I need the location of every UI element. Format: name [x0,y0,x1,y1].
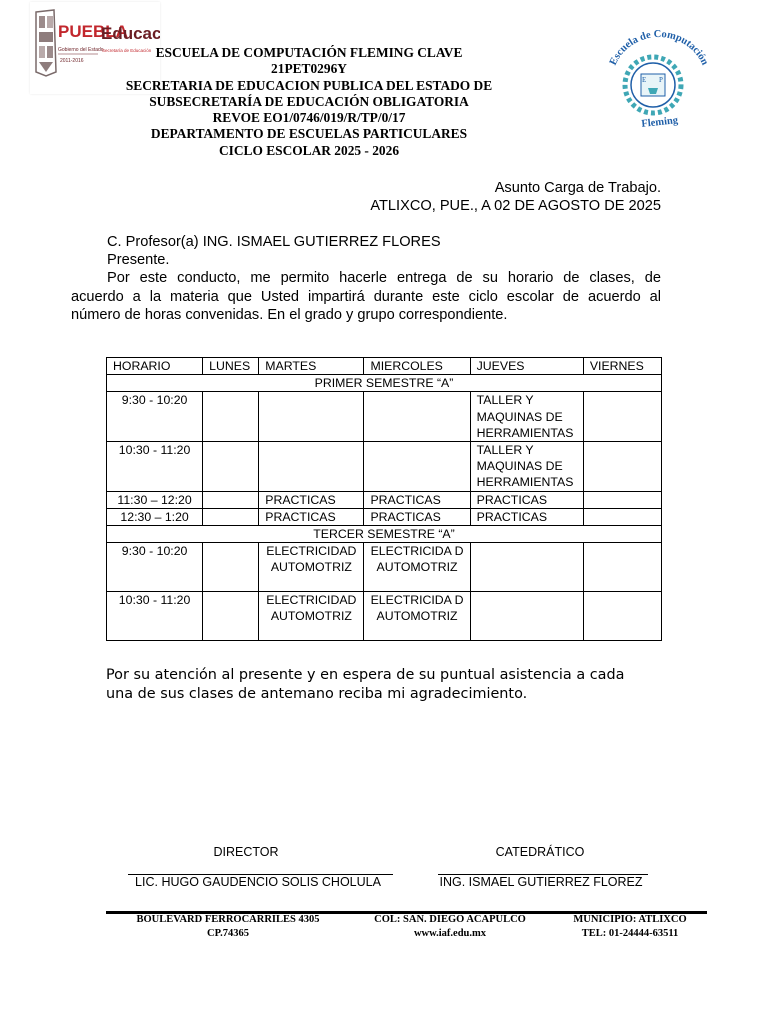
time-cell: 10:30 - 11:20 [107,592,203,641]
table-cell [583,491,661,508]
table-cell [470,543,583,592]
logo-bottom-text: Fleming [640,115,679,130]
catedratico-title: CATEDRÁTICO [495,845,585,859]
closing-paragraph [106,666,666,703]
fleming-logo-graphic [604,30,714,130]
logo-letter-p: P [659,76,663,84]
header-line: CICLO ESCOLAR 2025 - 2026 [218,142,400,158]
time-cell: 11:30 – 12:20 [107,491,203,508]
table-row [107,543,662,592]
section-row [107,526,662,543]
table-cell: PRACTICAS [364,508,470,525]
table-cell: TALLER Y MAQUINAS DE HERRAMIENTAS [470,392,583,442]
table-cell: ELECTRICIDAD AUTOMOTRIZ [259,543,364,592]
table-cell [259,392,364,442]
table-cell [203,592,259,641]
schedule-table [106,357,662,641]
footer-postal-code: CP.74365 [207,928,249,939]
time-cell: 10:30 - 11:20 [107,442,203,492]
table-cell: TALLER Y MAQUINAS DE HERRAMIENTAS [470,442,583,492]
table-cell [470,592,583,641]
table-cell [203,491,259,508]
table-cell: ELECTRICIDA D AUTOMOTRIZ [364,543,470,592]
document-header [100,45,518,159]
logo-years-text: 2011-2016 [60,58,84,64]
column-header: MIERCOLES [364,358,470,375]
time-cell: 9:30 - 10:20 [107,543,203,592]
closing-line: Por su atención al presente y en espera de su puntual asistencia a cada [106,667,625,683]
footer-colonia-line: COL: SAN. DIEGO ACAPULCO [374,914,526,925]
presente-line: Presente. [107,252,170,269]
table-cell [259,442,364,492]
logo-arc-text: Escuela de Computación [607,30,711,68]
footer-municipio [555,913,705,941]
closing-line: una de sus clases de antemano reciba mi agradecimiento. [106,685,528,702]
column-header: VIERNES [583,358,661,375]
section-title: TERCER SEMESTRE “A” [107,526,662,543]
section-row [107,375,662,392]
subject-block [370,179,661,215]
header-line: SECRETARIA DE EDUCACION PUBLICA DEL ESTADO DE [125,77,493,93]
table-cell [203,442,259,492]
table-row [107,442,662,492]
paragraph-line: Por este conducto, me permito hacerle entrega de su horario de clases, de [107,270,661,287]
table-row [107,592,662,641]
table-row [107,508,662,525]
header-line: REVOE EO1/0746/019/R/TP/0/17 [212,110,406,126]
column-header: HORARIO [107,358,203,375]
footer-address [110,913,346,941]
table-cell: PRACTICAS [470,508,583,525]
escuela-fleming-logo [604,30,714,130]
table-cell: PRACTICAS [470,491,583,508]
table-cell: ELECTRICIDA D AUTOMOTRIZ [364,592,470,641]
table-cell [583,508,661,525]
column-header: MARTES [259,358,364,375]
table-cell: PRACTICAS [364,491,470,508]
time-cell: 12:30 – 1:20 [107,508,203,525]
subject-asunto: Asunto Carga de Trabajo. [494,180,661,196]
laurel-wreath-icon [625,57,681,113]
recipient-line: C. Profesor(a) ING. ISMAEL GUTIERREZ FLORES [107,234,441,250]
paragraph-line: acuerdo a la materia que Usted impartirá durante este ciclo escolar de acuerdo al [71,288,661,305]
table-row [107,392,662,442]
letter-body [71,233,661,324]
header-line: ESCUELA DE COMPUTACIÓN FLEMING CLAVE [155,45,463,60]
table-cell [583,543,661,592]
table-cell [364,442,470,492]
director-name: LIC. HUGO GAUDENCIO SOLIS CHOLULA [135,875,381,889]
catedratico-name: ING. ISMAEL GUTIERREZ FLOREZ [439,875,643,889]
header-line: DEPARTAMENTO DE ESCUELAS PARTICULARES [150,126,468,142]
logo-gobierno-text: Gobierno del Estado [58,47,104,53]
logo-educacion-text: Educac [101,24,160,43]
table-cell: ELECTRICIDAD AUTOMOTRIZ [259,592,364,641]
section-title: PRIMER SEMESTRE “A” [107,375,662,392]
table-header-row [107,358,662,375]
table-cell [364,392,470,442]
table-cell [583,592,661,641]
paragraph-line: número de horas convenidas. En el grado y grupo correspondiente. [71,306,508,323]
director-title: DIRECTOR [213,845,279,859]
table-cell [203,508,259,525]
footer-phone: TEL: 01-24444-63511 [581,928,679,939]
column-header: LUNES [203,358,259,375]
header-line: 21PET0296Y [271,61,347,77]
table-cell [583,392,661,442]
logo-secretaria-text: Secretaría de Educación [102,48,152,53]
table-cell [203,392,259,442]
table-cell [583,442,661,492]
table-row [107,491,662,508]
table-cell [203,543,259,592]
logo-puebla-text: PUEBLA [58,22,128,41]
state-crest-icon [36,10,56,76]
footer-municipio-line: MUNICIPIO: ATLIXCO [573,914,687,925]
time-cell: 9:30 - 10:20 [107,392,203,442]
table-cell: PRACTICAS [259,508,364,525]
subject-place-date: ATLIXCO, PUE., A 02 DE AGOSTO DE 2025 [370,198,661,214]
logo-letter-e: E [642,76,647,84]
footer-website: www.iaf.edu.mx [413,928,487,939]
header-line: SUBSECRETARÍA DE EDUCACIÓN OBLIGATORIA [149,93,469,109]
column-header: JUEVES [470,358,583,375]
footer-address-line: BOULEVARD FERROCARRILES 4305 [136,914,320,925]
footer-colonia [355,913,545,941]
table-cell: PRACTICAS [259,491,364,508]
